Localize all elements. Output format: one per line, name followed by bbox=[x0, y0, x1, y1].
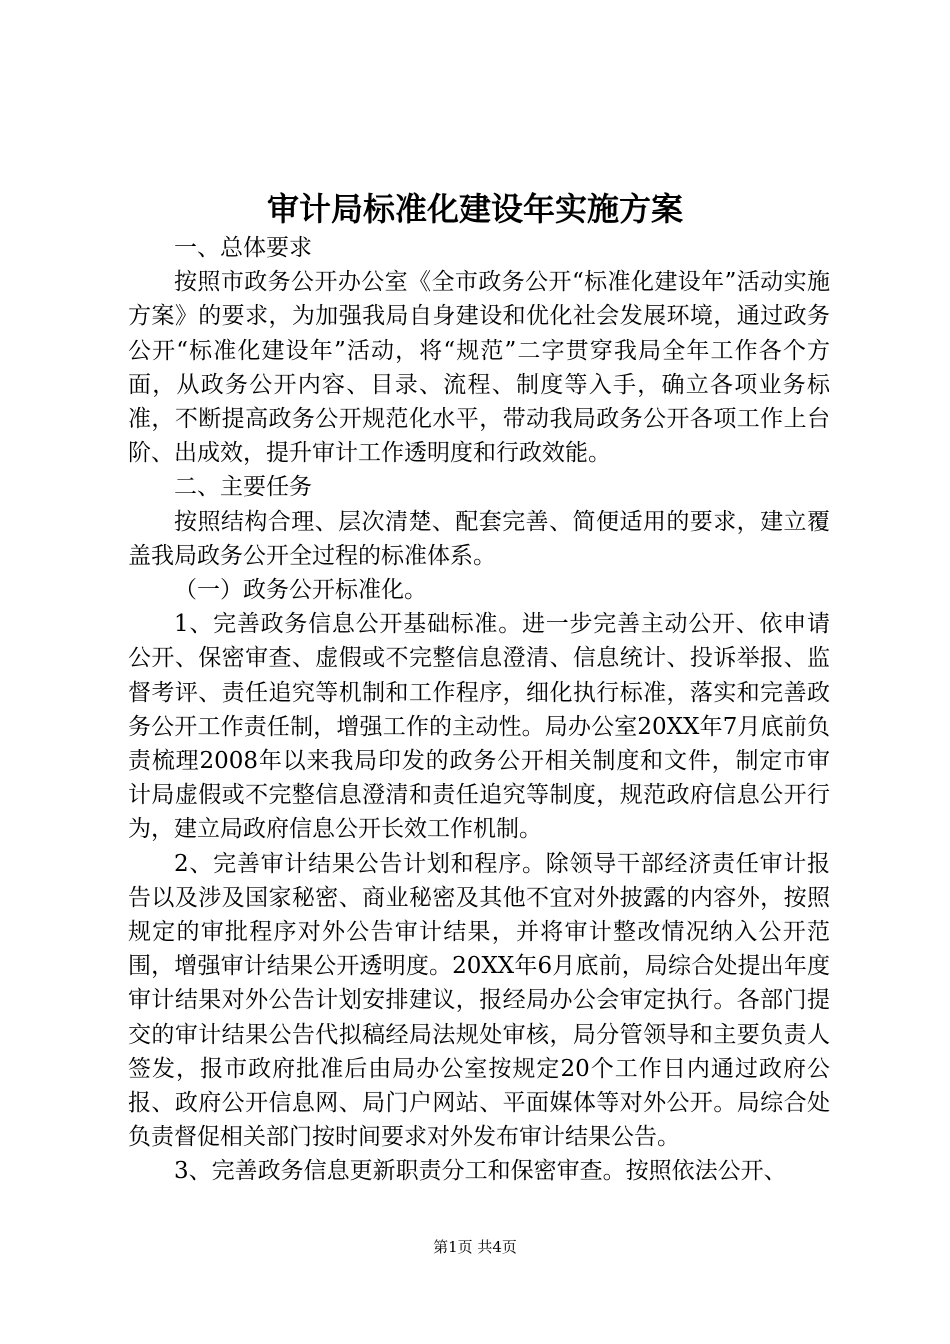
page-footer: 第1页 共4页 bbox=[433, 1238, 517, 1256]
section-heading-main-tasks: 二、主要任务 bbox=[174, 474, 312, 501]
document-body bbox=[128, 231, 830, 1189]
paragraph-overall-requirements: 按照市政务公开办公室《全市政务公开“标准化建设年”活动实施方案》的要求，为加强我局自身建设和优化社会发展环境，通过政务公开“标准化建设年”活动，将“规范”二字贯穿我局全年工作各个方面，从政务公开内容、目录、流程、制度等入手，确立各项业务标准，不断提高政务公开规范化水平，带动我局政务公开各项工作上台阶、出成效，提升审计工作透明度和行政效能。 bbox=[128, 269, 830, 467]
paragraph-item-3: 3、完善政务信息更新职责分工和保密审查。按照依法公开、 bbox=[174, 1158, 787, 1185]
paragraph-item-2: 2、完善审计结果公告计划和程序。除领导干部经济责任审计报告以及涉及国家秘密、商业秘密及其他不宜对外披露的内容外，按照规定的审批程序对外公告审计结果，并将审计整改情况纳入公开范围，增强审计结果公开透明度。20XX年6月底前，局综合处提出年度审计结果对外公告计划安排建议，报经局办公会审定执行。各部门提交的审计结果公告代拟稿经局法规处审核，局分管领导和主要负责人签发，报市政府批准后由局办公室按规定20个工作日内通过政府公报、政府公开信息网、局门户网站、平面媒体等对外公开。局综合处负责督促相关部门按时间要求对外发布审计结果公告。 bbox=[128, 850, 830, 1151]
section-heading-overall-requirements: 一、总体要求 bbox=[174, 235, 312, 261]
subsection-heading-standardization: （一）政务公开标准化。 bbox=[174, 577, 427, 604]
document-title: 审计局标准化建设年实施方案 bbox=[266, 190, 683, 228]
paragraph-item-1: 1、完善政务信息公开基础标准。进一步完善主动公开、依申请公开、保密审查、虚假或不完整信息澄清、信息统计、投诉举报、监督考评、责任追究等机制和工作程序，细化执行标准，落实和完善政务公开工作责任制，增强工作的主动性。局办公室20XX年7月底前负责梳理2008年以来我局印发的政务公开相关制度和文件，制定市审计局虚假或不完整信息澄清和责任追究等制度，规范政府信息公开行为，建立局政府信息公开长效工作机制。 bbox=[128, 611, 830, 843]
paragraph-main-tasks-intro: 按照结构合理、层次清楚、配套完善、简便适用的要求，建立覆盖我局政务公开全过程的标准体系。 bbox=[128, 508, 830, 569]
